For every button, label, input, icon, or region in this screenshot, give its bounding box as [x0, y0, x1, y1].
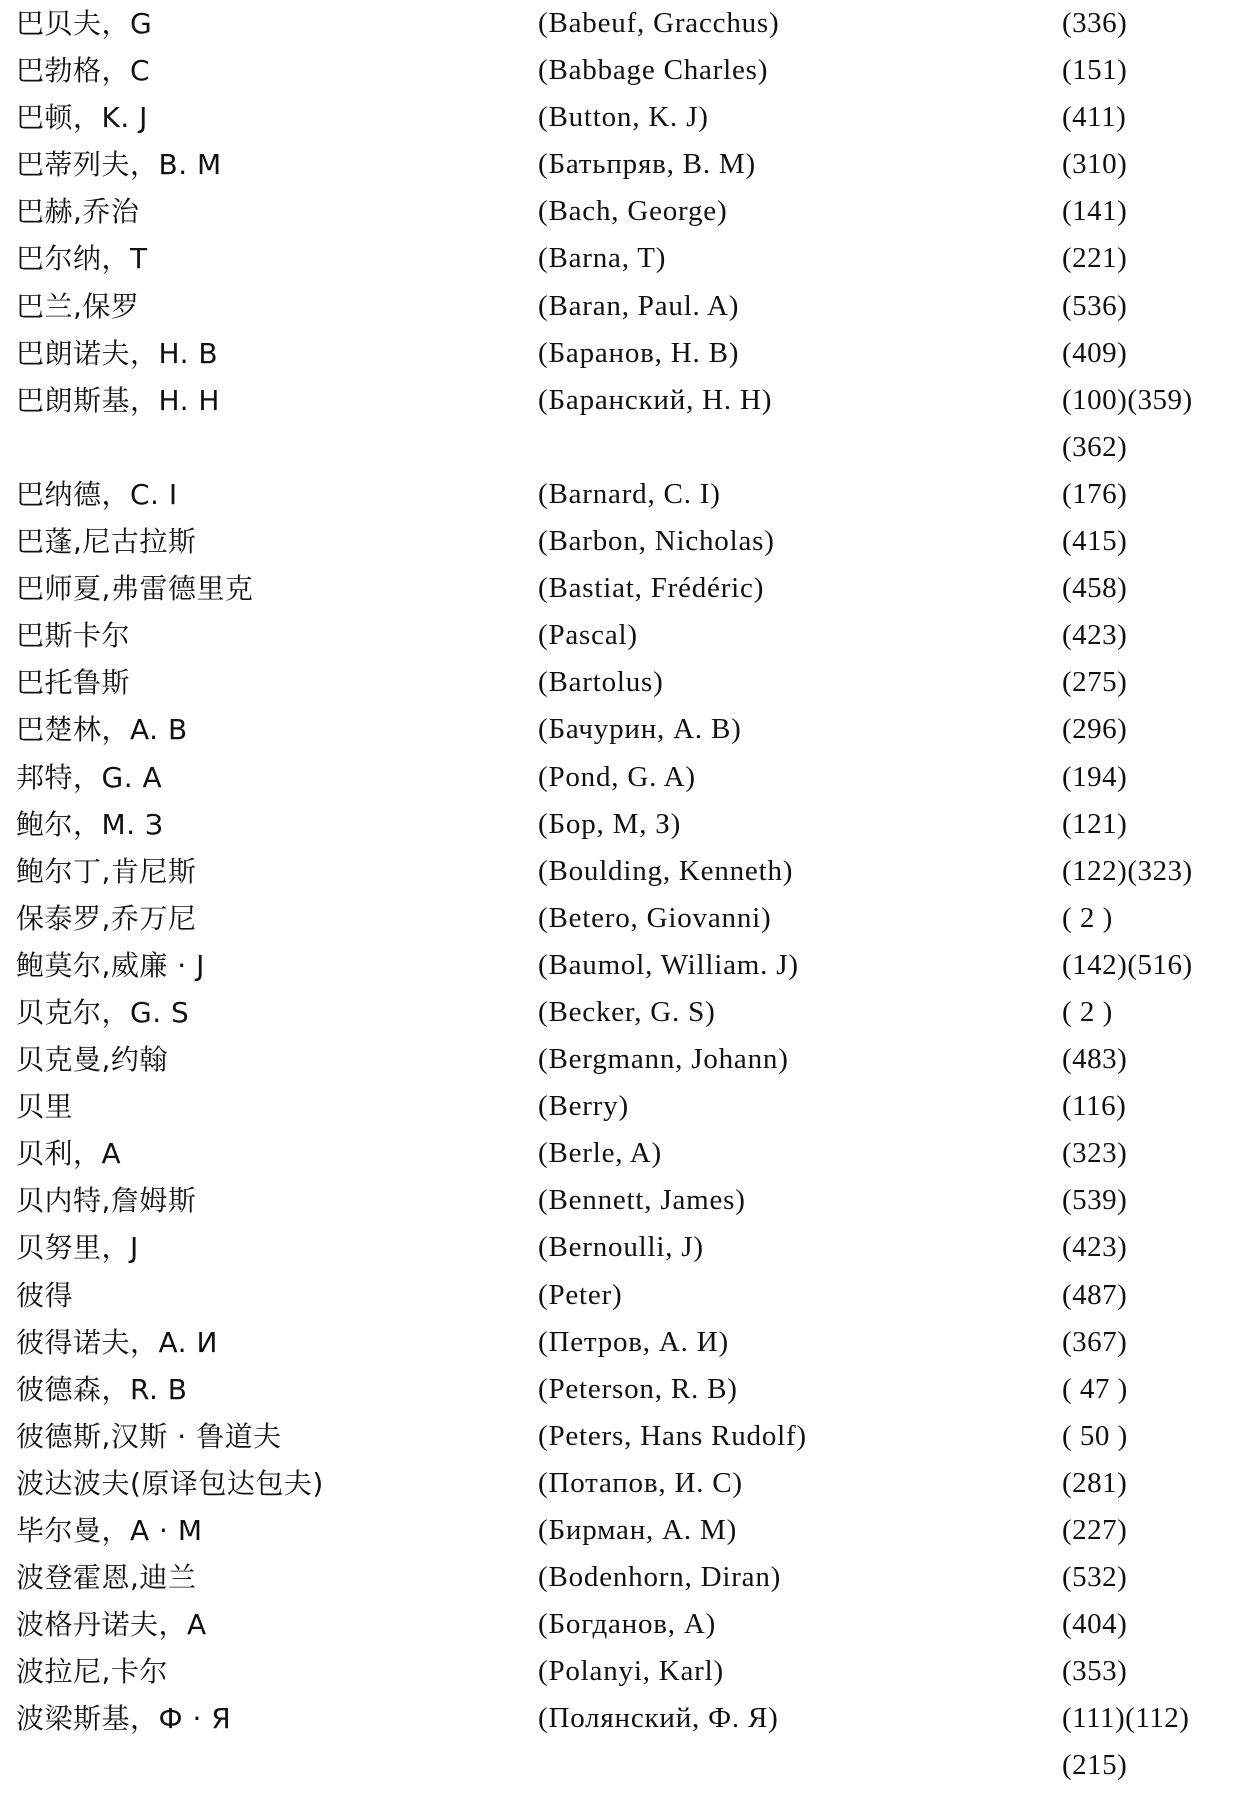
original-name: (Bergmann, Johann): [538, 1043, 789, 1076]
page-numbers: (275): [1062, 666, 1128, 699]
page-numbers: (176): [1062, 477, 1128, 510]
page-numbers: (539): [1062, 1184, 1128, 1217]
page-numbers: (404): [1062, 1608, 1128, 1641]
index-entry: [0, 1319, 1245, 1366]
index-entry: [0, 1554, 1245, 1601]
page-numbers: (227): [1062, 1514, 1128, 1546]
page-numbers: (411): [1062, 101, 1127, 134]
chinese-name: 贝努里，J: [16, 1231, 139, 1265]
original-name: (Bastiat, Frédéric): [538, 572, 765, 605]
original-name: (Becker, G. S): [538, 995, 716, 1028]
chinese-name: 邦特，G. A: [16, 760, 163, 794]
chinese-name: 彼德森，R. B: [16, 1372, 188, 1406]
page-numbers: (122)(323): [1062, 854, 1193, 887]
index-entry: [0, 1507, 1245, 1554]
page-numbers: (116): [1062, 1090, 1127, 1123]
original-name: (Peters, Hans Rudolf): [538, 1419, 807, 1452]
chinese-name: 巴托鲁斯: [16, 666, 131, 700]
chinese-name: 波达波夫(原译包达包夫): [16, 1466, 324, 1500]
page-numbers: ( 2 ): [1062, 901, 1113, 934]
index-entry: [0, 283, 1245, 330]
page-numbers: ( 47 ): [1062, 1372, 1128, 1405]
page-numbers: (353): [1062, 1655, 1128, 1688]
chinese-name: 波梁斯基，Ф · Я: [16, 1702, 232, 1736]
original-name: (Betero, Giovanni): [538, 901, 772, 934]
original-name: (Бирман, А. М): [538, 1514, 738, 1546]
index-entry: [0, 1695, 1245, 1742]
original-name: (Peter): [538, 1278, 623, 1311]
chinese-name: 贝克尔，G. S: [16, 995, 190, 1029]
page-numbers: (310): [1062, 148, 1128, 181]
page-numbers: (100)(359): [1062, 383, 1193, 416]
page-numbers: (362): [1062, 430, 1128, 463]
chinese-name: 波拉尼,卡尔: [16, 1655, 168, 1689]
original-name: (Бор, М, З): [538, 807, 682, 840]
chinese-name: 巴斯卡尔: [16, 619, 131, 653]
chinese-name: [16, 1742, 516, 1789]
page-numbers: (536): [1062, 289, 1128, 322]
chinese-name: 巴赫,乔治: [16, 195, 140, 229]
original-name: (Батьпряв, В. М): [538, 148, 756, 181]
index-entry: [0, 1272, 1245, 1319]
chinese-name: 贝利，A: [16, 1137, 122, 1171]
index-entry: [0, 659, 1245, 706]
original-name: [538, 1742, 1038, 1789]
chinese-name: 波格丹诺夫，A: [16, 1608, 207, 1642]
chinese-name: 鲍尔丁,肯尼斯: [16, 854, 197, 888]
index-entry: [0, 518, 1245, 565]
original-name: (Баранский, Н. Н): [538, 383, 773, 416]
chinese-name: 巴兰,保罗: [16, 289, 140, 323]
original-name: (Bach, George): [538, 195, 728, 228]
original-name: (Полянский, Ф. Я): [538, 1702, 779, 1735]
chinese-name: 巴勃格，C: [16, 54, 151, 88]
index-entry: [0, 706, 1245, 753]
page-numbers: (336): [1062, 7, 1128, 39]
chinese-name: 巴纳德，C. I: [16, 477, 178, 511]
original-name: (Bernoulli, J): [538, 1231, 704, 1264]
index-entry: [0, 47, 1245, 94]
page-numbers: (221): [1062, 242, 1128, 275]
chinese-name: 巴贝夫，G: [16, 7, 153, 40]
index-entry: [0, 612, 1245, 659]
chinese-name: 波登霍恩,迪兰: [16, 1561, 197, 1595]
original-name: (Богданов, А): [538, 1608, 717, 1641]
chinese-name: 鲍莫尔,威廉 · J: [16, 948, 205, 982]
chinese-name: [16, 424, 516, 471]
index-entry: [0, 94, 1245, 141]
original-name: (Button, K. J): [538, 101, 709, 134]
index-entry: [0, 1601, 1245, 1648]
page-numbers: (141): [1062, 195, 1128, 228]
index-entry: [0, 235, 1245, 282]
index-entry: [0, 989, 1245, 1036]
index-entry: [0, 141, 1245, 188]
original-name: (Потапов, И. С): [538, 1466, 743, 1499]
page-numbers: (423): [1062, 619, 1128, 652]
page-numbers: (483): [1062, 1043, 1128, 1076]
index-entry: [0, 1648, 1245, 1695]
original-name: (Baran, Paul. A): [538, 289, 740, 322]
page-numbers: ( 2 ): [1062, 995, 1113, 1028]
index-entry: [0, 895, 1245, 942]
index-entry: [0, 1130, 1245, 1177]
index-entry: [0, 754, 1245, 801]
index-entry: [0, 848, 1245, 895]
page-numbers: (532): [1062, 1561, 1128, 1594]
page-numbers: (194): [1062, 760, 1128, 793]
index-entry: [0, 0, 1245, 47]
page-numbers: (296): [1062, 713, 1128, 746]
chinese-name: 彼德斯,汉斯 · 鲁道夫: [16, 1419, 282, 1453]
original-name: (Bodenhorn, Diran): [538, 1561, 782, 1594]
original-name: (Bartolus): [538, 666, 664, 699]
original-name: (Pascal): [538, 619, 638, 652]
chinese-name: 巴楚林，A. B: [16, 713, 188, 747]
original-name: (Бачурин, А. В): [538, 713, 742, 746]
page-numbers: (367): [1062, 1325, 1128, 1358]
index-entry: [0, 377, 1245, 424]
page-numbers: (142)(516): [1062, 948, 1193, 981]
chinese-name: 贝内特,詹姆斯: [16, 1184, 197, 1218]
index-entry: [0, 1036, 1245, 1083]
chinese-name: 巴蓬,尼古拉斯: [16, 525, 197, 559]
chinese-name: 保泰罗,乔万尼: [16, 901, 197, 935]
chinese-name: 巴蒂列夫，B. M: [16, 148, 222, 182]
chinese-name: 毕尔曼，A · M: [16, 1514, 203, 1547]
original-name: (Barna, T): [538, 242, 667, 275]
original-name: (Barbon, Nicholas): [538, 525, 775, 558]
chinese-name: 巴师夏,弗雷德里克: [16, 572, 254, 606]
index-entry: [0, 188, 1245, 235]
index-entry: [0, 942, 1245, 989]
index-entry: [0, 801, 1245, 848]
index-entry: [0, 1413, 1245, 1460]
original-name: (Баранов, Н. В): [538, 336, 740, 369]
chinese-name: 巴朗诺夫，H. B: [16, 336, 219, 370]
page-numbers: (487): [1062, 1278, 1128, 1311]
original-name: [538, 424, 1038, 471]
page-numbers: (111)(112): [1062, 1702, 1190, 1735]
original-name: (Peterson, R. B): [538, 1372, 738, 1405]
index-entry: [0, 565, 1245, 612]
original-name: (Baumol, William. J): [538, 948, 799, 981]
chinese-name: 巴尔纳，T: [16, 242, 148, 276]
page-numbers: (323): [1062, 1137, 1128, 1170]
original-name: (Bennett, James): [538, 1184, 746, 1217]
page-numbers: (409): [1062, 336, 1128, 369]
page-numbers: (151): [1062, 54, 1128, 87]
index-entry: [0, 471, 1245, 518]
page-numbers: (415): [1062, 525, 1128, 558]
original-name: (Berry): [538, 1090, 629, 1123]
original-name: (Pond, G. A): [538, 760, 696, 793]
index-entry: [0, 1460, 1245, 1507]
original-name: (Polanyi, Karl): [538, 1655, 724, 1688]
page-numbers: (281): [1062, 1466, 1128, 1499]
original-name: (Babbage Charles): [538, 54, 769, 87]
page-numbers: (215): [1062, 1749, 1128, 1782]
index-entry: [0, 330, 1245, 377]
chinese-name: 巴朗斯基，H. H: [16, 383, 220, 417]
page-numbers: (458): [1062, 572, 1128, 605]
index-entry: [0, 1083, 1245, 1130]
chinese-name: 彼得诺夫，A. И: [16, 1325, 218, 1359]
chinese-name: 贝克曼,约翰: [16, 1043, 168, 1077]
chinese-name: 鲍尔，M. З: [16, 807, 164, 841]
index-entry: [0, 1742, 1245, 1789]
index-entry: [0, 1366, 1245, 1413]
page-numbers: ( 50 ): [1062, 1419, 1128, 1452]
chinese-name: 贝里: [16, 1090, 74, 1124]
original-name: (Barnard, C. I): [538, 477, 721, 510]
index-entry: [0, 424, 1245, 471]
index-entry: [0, 1224, 1245, 1271]
original-name: (Boulding, Kenneth): [538, 854, 794, 887]
original-name: (Babeuf, Gracchus): [538, 7, 780, 39]
original-name: (Berle, A): [538, 1137, 662, 1170]
page-numbers: (121): [1062, 807, 1128, 840]
chinese-name: 巴顿，K. J: [16, 101, 148, 135]
index-entry: [0, 1177, 1245, 1224]
chinese-name: 彼得: [16, 1278, 74, 1312]
page-numbers: (423): [1062, 1231, 1128, 1264]
original-name: (Петров, А. И): [538, 1325, 729, 1358]
